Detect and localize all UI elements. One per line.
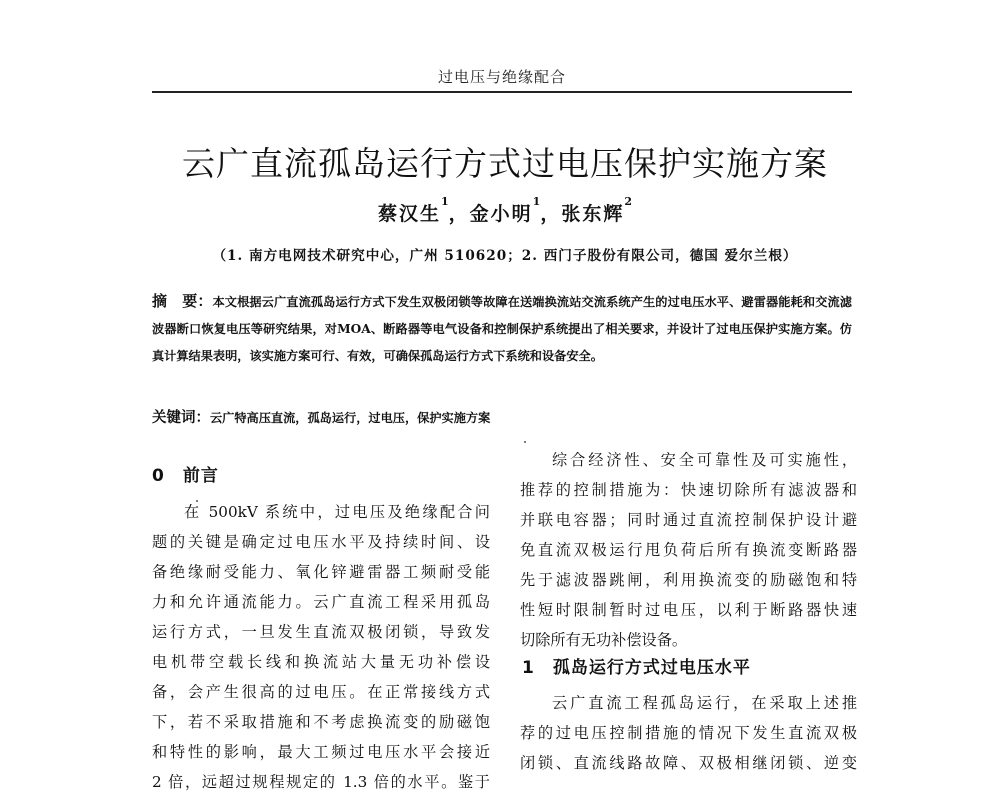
text-line: 下，若不采取措施和不考虑换流变的励磁饱 xyxy=(152,713,490,731)
author-separator: ， xyxy=(448,203,470,225)
text-line: 电机带空载长线和换流站大量无功补偿设 xyxy=(152,653,490,671)
text-line: 备绝缘耐受能力、氧化锌避雷器工频耐受能 xyxy=(152,563,490,581)
scan-speck xyxy=(524,441,526,443)
text-line: 并联电容器；同时通过直流控制保护设计避 xyxy=(520,511,857,529)
header-rule xyxy=(152,91,852,93)
section-heading-island-overvoltage: 1 孤岛运行方式过电压水平 xyxy=(522,658,751,678)
text-line: 力和允许通流能力。云广直流工程采用孤岛 xyxy=(152,593,490,611)
text-line: 荐的过电压控制措施的情况下发生直流双极 xyxy=(520,724,857,742)
text-line: 在 500kV 系统中，过电压及绝缘配合问 xyxy=(184,503,490,521)
abstract-label: 摘 要： xyxy=(152,292,213,310)
keywords-text: 云广特高压直流，孤岛运行，过电压，保护实施方案 xyxy=(210,411,491,425)
text-line: 免直流双极运行甩负荷后所有换流变断路器 xyxy=(520,541,857,559)
paper-title: 云广直流孤岛运行方式过电压保护实施方案 xyxy=(182,144,828,183)
text-line: 闭锁、直流线路故障、双极相继闭锁、逆变 xyxy=(520,754,857,772)
right-column-text xyxy=(520,445,857,655)
text-line: 切除所有无功补偿设备。 xyxy=(520,631,688,649)
author-name: 金小明 xyxy=(469,203,533,225)
text-line: 先于滤波器跳闸，利用换流变的励磁饱和特 xyxy=(520,571,857,589)
text-line: 和特性的影响，最大工频过电压水平会接近 xyxy=(152,743,490,761)
text-line: 性短时限制暂时过电压，以利于断路器快速 xyxy=(520,601,857,619)
author-name: 蔡汉生 xyxy=(377,203,441,225)
author-affiliation-mark: 1 xyxy=(440,195,449,208)
running-head: 过电压与绝缘配合 xyxy=(437,68,566,86)
right-column-section1-text xyxy=(520,688,857,778)
author-affiliation-mark: 2 xyxy=(624,195,633,208)
author-name: 张东辉 xyxy=(561,203,625,225)
text-line: 推荐的控制措施为：快速切除所有滤波器和 xyxy=(520,481,857,499)
left-column-text xyxy=(152,497,490,797)
text-line: 运行方式，一旦发生直流双极闭锁，导致发 xyxy=(152,623,490,641)
text-line: 题的关键是确定过电压水平及持续时间、设 xyxy=(152,533,490,551)
author-affiliation-mark: 1 xyxy=(532,195,541,208)
scan-speck xyxy=(196,500,198,502)
author-list xyxy=(100,195,910,226)
abstract xyxy=(152,288,852,370)
abstract-text: 本文根据云广直流孤岛运行方式下发生双极闭锁等故障在送端换流站交流系统产生的过电压水平、避雷器能耗和交流滤波器断口恢复电压等研究结果，对MOA、断路器等电气设备和控制保护系统提出了相关要求，并设计了过电压保护实施方案。仿真计算结果表明，该实施方案可行、有效，可确保孤岛运行方式下系统和设备安全。 xyxy=(152,295,852,363)
author-separator: ， xyxy=(540,203,562,225)
affiliations: （1. 南方电网技术研究中心，广州 510620；2. 西门子股份有限公司，德国 爱尔兰根） xyxy=(212,248,798,264)
section-heading-introduction: 0 前言 xyxy=(152,466,219,486)
text-line: 综合经济性、安全可靠性及可实施性， xyxy=(552,451,857,469)
text-line: 云广直流工程孤岛运行，在采取上述推 xyxy=(552,694,857,712)
text-line: 备，会产生很高的过电压。在正常接线方式 xyxy=(152,683,490,701)
keywords xyxy=(152,406,852,427)
keywords-label: 关键词： xyxy=(152,410,210,426)
text-line: 2 倍，远超过规程规定的 1.3 倍的水平。鉴于 xyxy=(152,773,490,791)
